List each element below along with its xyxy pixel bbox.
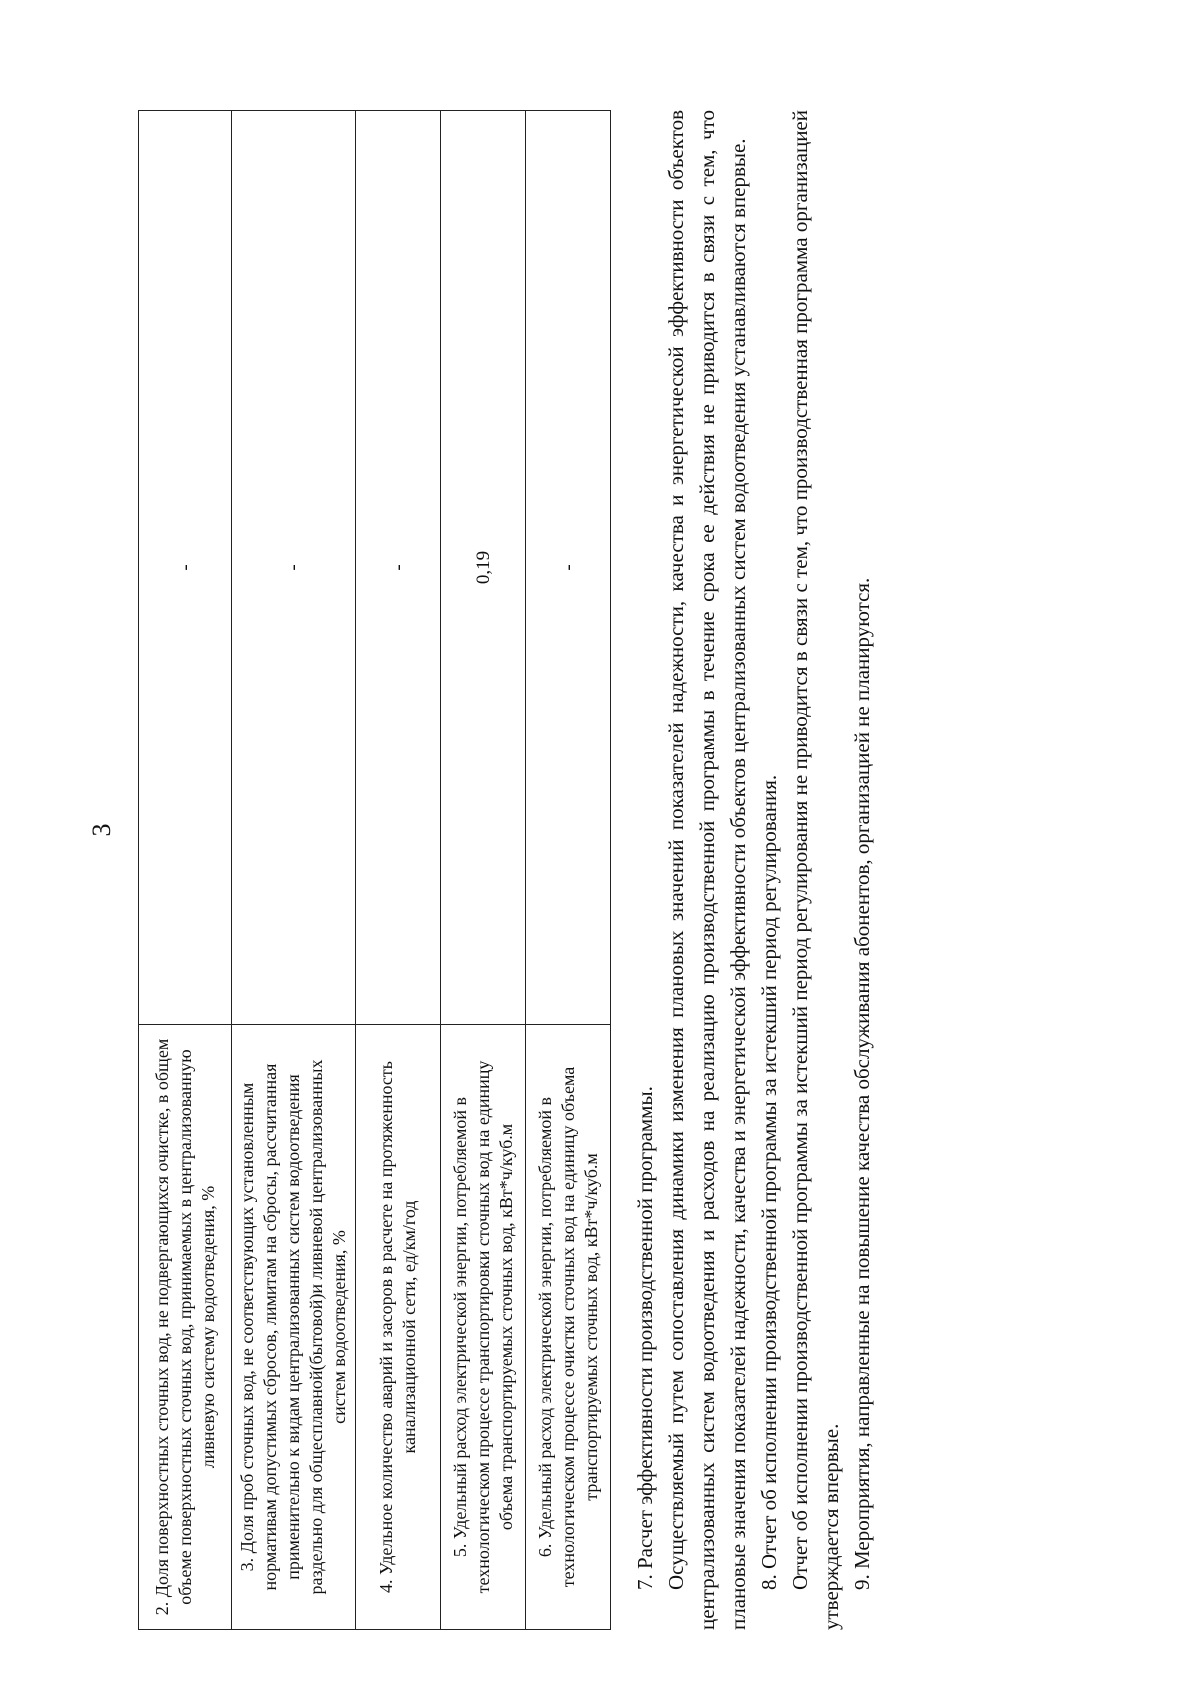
indicator-label: 6. Удельный расход электрической энергии, потребляемой в технологическом процессе очистки сточных вод на единицу объема транспортируемых сточных вод, кВт*ч/куб.м [526, 1025, 611, 1630]
section-9-text: 9. Мероприятия, направленные на повышение качества обслуживания абонентов, организацией не планируются. [850, 577, 874, 1590]
table-row [232, 111, 356, 1630]
indicator-label: 3. Доля проб сточных вод, не соответствующих установленным нормативам допустимых сбросов, лимитам на сбросы, рассчитанная применительно к видам централизованных систем водоотведения раздельно для общесплавной(бытовой)и ливневой централизованных систем водоотведения, % [232, 1025, 356, 1630]
section-7-heading: 7. Расчет эффективности производственной программы. [633, 1086, 657, 1590]
table-row [356, 111, 441, 1630]
section-7-text: Осуществляемый путем сопоставления динамики изменения плановых значений показателей надежности, качества и энергетической эффективности объектов централизованных систем водоотведения и расходов на реализацию производственной программы в течение срока ее действия не приводится в связи с тем, что плановые значения показателей надежности, качества и энергетической эффективности объектов централизованных систем водоотведения устанавливаются впервые. [664, 110, 750, 1630]
page-content [138, 110, 998, 1630]
table-row [526, 111, 611, 1630]
indicator-value: - [139, 111, 232, 1025]
section-8-heading: 8. Отчет об исполнении производственной программы за истекший период регулирования. [757, 774, 781, 1590]
indicator-label: 5. Удельный расход электрической энергии, потребляемой в технологическом процессе транспортировки сточных вод на единицу объема транспортируемых сточных вод, кВт*ч/куб.м [441, 1025, 526, 1630]
table-row [139, 111, 232, 1630]
indicator-label: 4. Удельное количество аварий и засоров в расчете на протяженность канализационной сети, ед/км/год [356, 1025, 441, 1630]
page-number: 3 [87, 823, 116, 837]
indicator-label: 2. Доля поверхностных сточных вод, не подвергающихся очистке, в общем объеме поверхностных сточных вод, принимаемых в централизованную ливневую систему водоотведения, % [139, 1025, 232, 1630]
indicator-value: - [232, 111, 356, 1025]
section-8-text: Отчет об исполнении производственной программы за истекший период регулирования не приводится в связи с тем, что производственная программа организацией утверждается впервые. [788, 110, 843, 1630]
indicators-table [138, 110, 611, 1630]
indicator-value: 0,19 [441, 111, 526, 1025]
indicator-value: - [356, 111, 441, 1025]
body-text [630, 110, 878, 1630]
table-row [441, 111, 526, 1630]
indicator-value: - [526, 111, 611, 1025]
